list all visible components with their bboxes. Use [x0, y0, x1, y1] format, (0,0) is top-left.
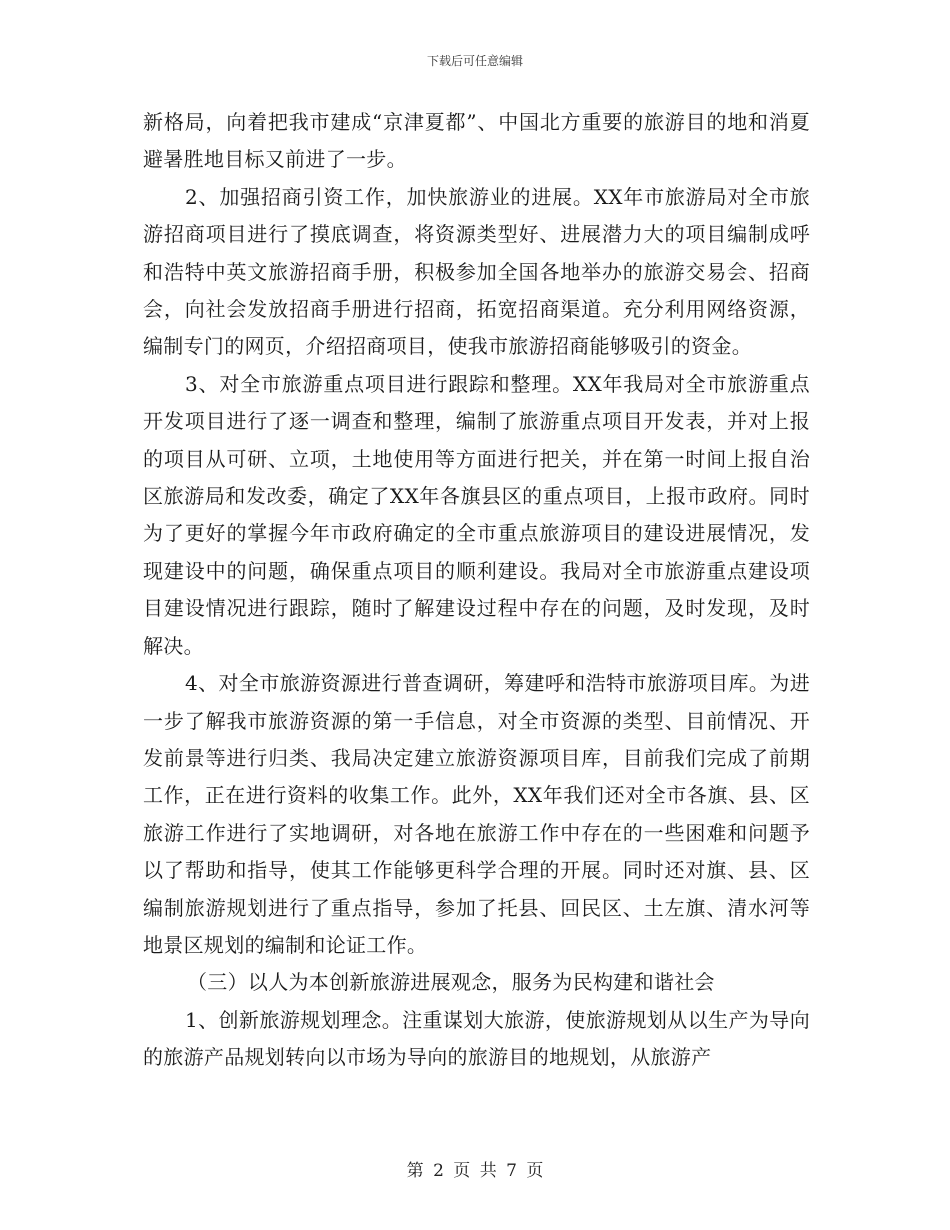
paragraph-item-3: 3、对全市旅游重点项目进行跟踪和整理。XX年我局对全市旅游重点开发项目进行了逐一调查和整理，编制了旅游重点项目开发表，并对上报的项目从可研、立项，土地使用等方面进行把关，并在第一时间上报自治区旅游局和发改委，确定了XX年各旗县区的重点项目，上报市政府。同时为了更好的掌握今年市政府确定的全市重点旅游项目的建设进展情况，发现建设中的问题，确保重点项目的顺利建设。我局对全市旅游重点建设项目建设情况进行跟踪，随时了解建设过程中存在的问题，及时发现，及时解决。: [143, 371, 810, 658]
paragraph-item-2: 2、加强招商引资工作，加快旅游业的进展。XX年市旅游局对全市旅游招商项目进行了摸底调查，将资源类型好、进展潜力大的项目编制成呼和浩特中英文旅游招商手册，积极参加全国各地举办的旅游交易会、招商会，向社会发放招商手册进行招商，拓宽招商渠道。充分利用网络资源，编制专门的网页，介绍招商项目，使我市旅游招商能够吸引的资金。: [143, 184, 810, 359]
document-body: [143, 104, 810, 1077]
page-header: 下载后可任意编辑: [426, 54, 523, 68]
paragraph-item-1: 1、创新旅游规划理念。注重谋划大旅游，使旅游规划从以生产为导向的旅游产品规划转向以市场为导向的旅游目的地规划，从旅游产: [143, 1007, 810, 1070]
section-heading-3: （三）以人为本创新旅游进展观念，服务为民构建和谐社会: [187, 970, 715, 995]
paragraph-continuation: 新格局，向着把我市建成“京津夏都”、中国北方重要的旅游目的地和消夏避暑胜地目标又前进了一步。: [143, 110, 810, 172]
page-footer: 第 2 页 共 7 页: [406, 1161, 544, 1181]
paragraph-item-4: 4、对全市旅游资源进行普查调研，筹建呼和浩特市旅游项目库。为进一步了解我市旅游资源的第一手信息，对全市资源的类型、目前情况、开发前景等进行归类、我局决定建立旅游资源项目库，目前我们完成了前期工作，正在进行资料的收集工作。此外，XX年我们还对全市各旗、县、区旅游工作进行了实地调研，对各地在旅游工作中存在的一些困难和问题予以了帮助和指导，使其工作能够更科学合理的开展。同时还对旗、县、区编制旅游规划进行了重点指导，参加了托县、回民区、土左旗、清水河等地景区规划的编制和论证工作。: [143, 671, 810, 957]
